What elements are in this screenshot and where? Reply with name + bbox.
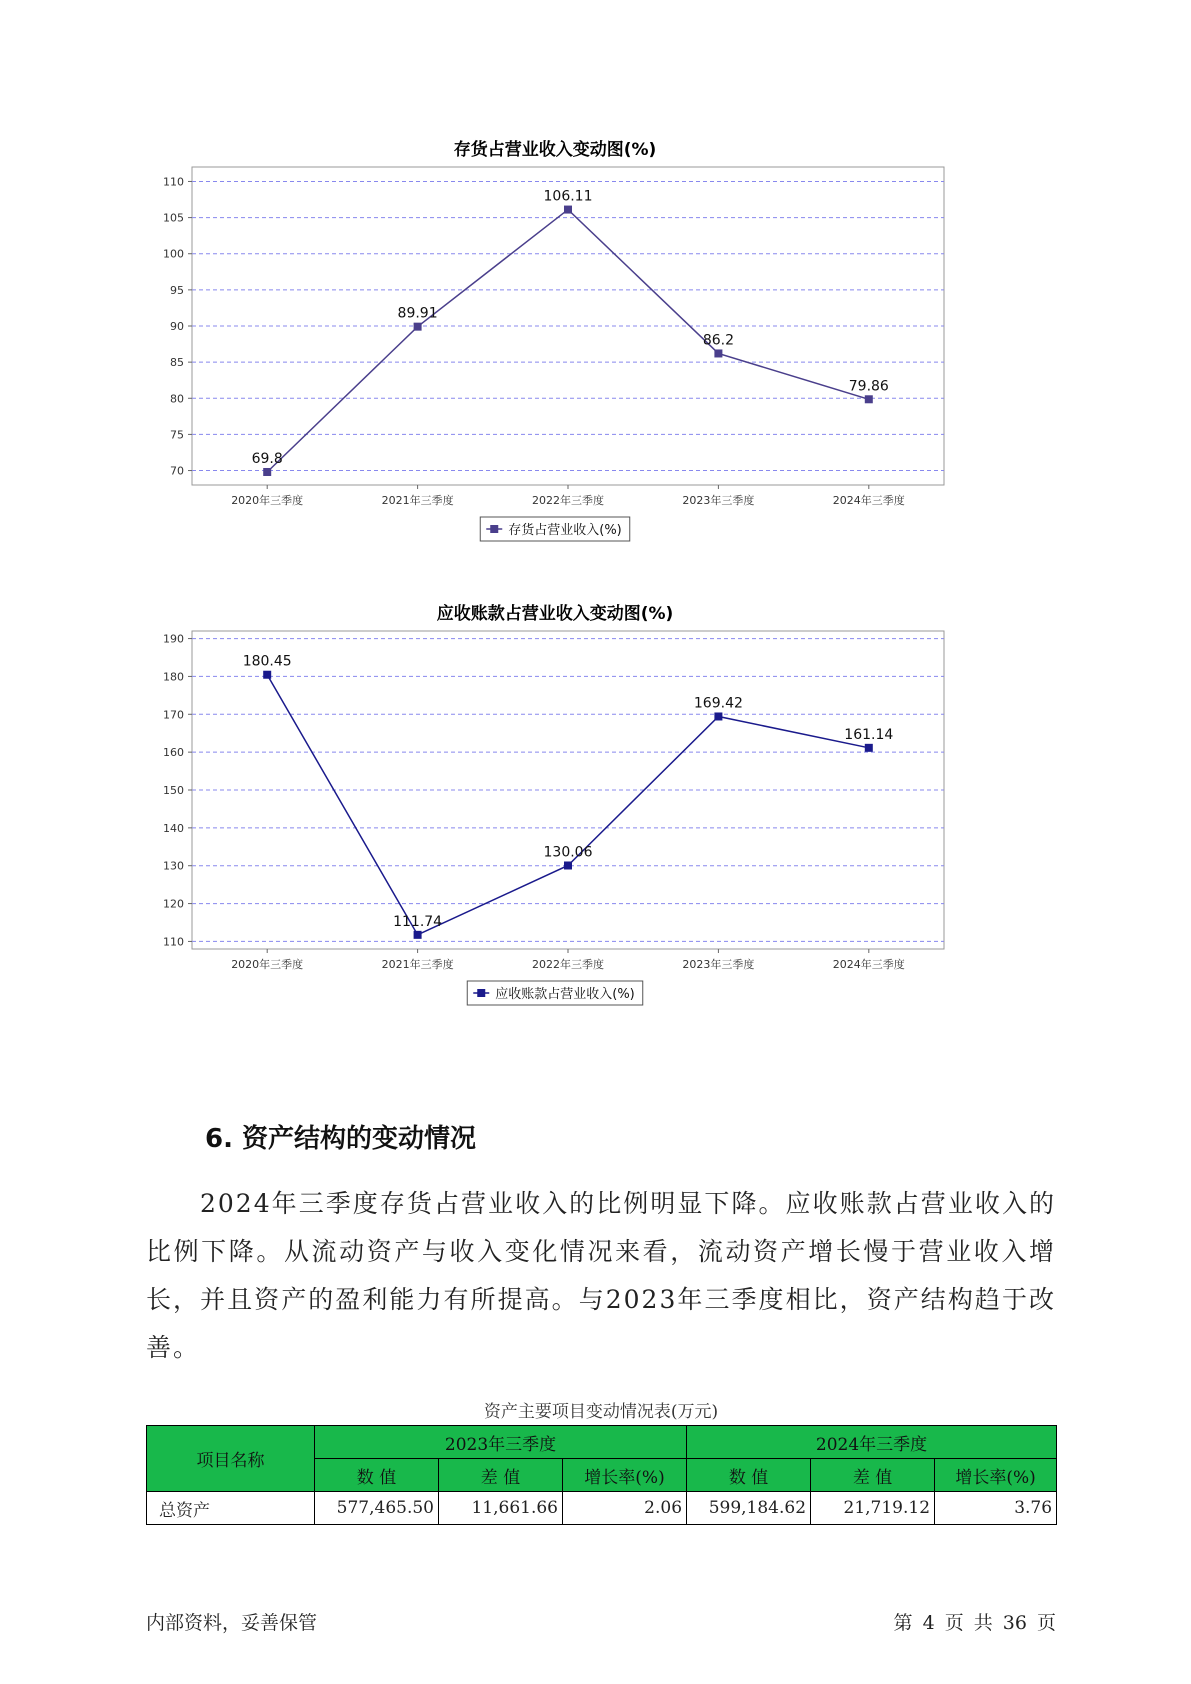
data-label: 169.42 xyxy=(693,695,743,712)
data-label: 106.11 xyxy=(543,188,593,205)
y-tick-label: 110 xyxy=(163,175,184,189)
body-paragraph: 2024年三季度存货占营业收入的比例明显下降。应收账款占营业收入的比例下降。从流动资产与收入变化情况来看，流动资产增长慢于营业收入增长，并且资产的盈利能力有所提高。与2023年三季度相比，资产结构趋于改善。 xyxy=(146,1189,1056,1362)
y-tick-label: 170 xyxy=(163,708,184,722)
data-point xyxy=(714,349,722,357)
x-tick-label: 2022年三季度 xyxy=(532,494,604,507)
y-tick-label: 150 xyxy=(163,784,184,797)
x-tick-label: 2023年三季度 xyxy=(682,494,755,507)
data-label: 69.8 xyxy=(251,450,283,467)
data-point xyxy=(564,861,572,869)
data-label: 86.2 xyxy=(702,332,734,349)
data-point xyxy=(263,671,271,679)
table-row xyxy=(147,1492,1057,1525)
cell-rate: 3.76 xyxy=(935,1492,1057,1525)
y-tick-label: 180 xyxy=(163,670,184,684)
x-tick-label: 2024年三季度 xyxy=(832,958,905,971)
y-tick-label: 120 xyxy=(163,897,184,911)
x-tick-label: 2023年三季度 xyxy=(682,958,755,971)
x-tick-label: 2022年三季度 xyxy=(532,958,604,971)
legend-marker xyxy=(477,989,485,997)
y-tick-label: 160 xyxy=(163,746,184,760)
data-label: 161.14 xyxy=(844,726,894,743)
data-point xyxy=(865,744,873,752)
data-label: 79.86 xyxy=(848,378,889,395)
cell-diff: 11,661.66 xyxy=(439,1492,563,1525)
y-tick-label: 95 xyxy=(170,283,184,297)
data-point xyxy=(714,712,722,720)
legend xyxy=(467,981,643,1005)
col-diff: 差 值 xyxy=(811,1459,935,1492)
table-header-row xyxy=(147,1426,1057,1459)
y-tick-label: 80 xyxy=(170,392,184,406)
asset-change-table xyxy=(146,1425,1057,1525)
y-tick-label: 70 xyxy=(170,464,184,478)
col-rate: 增长率(%) xyxy=(563,1459,687,1492)
data-point xyxy=(263,468,271,476)
legend-label: 应收账款占营业收入(%) xyxy=(495,987,635,1002)
data-label: 111.74 xyxy=(393,913,443,930)
y-tick-label: 110 xyxy=(163,935,184,949)
col-value: 数 值 xyxy=(315,1459,439,1492)
col-value: 数 值 xyxy=(687,1459,811,1492)
x-tick-label: 2024年三季度 xyxy=(832,494,905,507)
receivables-chart-svg xyxy=(150,594,1030,1014)
y-tick-label: 100 xyxy=(163,247,184,261)
page-number: 第 4 页 共 36 页 xyxy=(893,1612,1056,1634)
y-tick-label: 90 xyxy=(170,320,184,333)
y-tick-label: 190 xyxy=(163,632,184,646)
cell-value: 599,184.62 xyxy=(687,1492,811,1525)
data-point xyxy=(414,931,422,939)
footer-note: 内部资料，妥善保管 xyxy=(146,1612,318,1634)
y-tick-label: 105 xyxy=(163,211,184,225)
section-heading: 6. 资产结构的变动情况 xyxy=(205,1124,477,1154)
data-point xyxy=(564,206,572,214)
col-period-2024: 2024年三季度 xyxy=(687,1426,1057,1459)
row-name: 总资产 xyxy=(147,1492,315,1525)
inventory-chart xyxy=(150,130,1030,550)
legend-marker xyxy=(490,525,498,533)
chart-title: 存货占营业收入变动图(%) xyxy=(453,140,657,160)
y-tick-label: 140 xyxy=(163,821,184,835)
x-tick-label: 2021年三季度 xyxy=(381,958,454,971)
data-label: 180.45 xyxy=(242,653,292,670)
data-label: 130.06 xyxy=(543,844,593,861)
legend xyxy=(480,517,630,541)
data-point xyxy=(414,323,422,331)
data-point xyxy=(865,395,873,403)
y-tick-label: 85 xyxy=(170,356,184,370)
x-tick-label: 2020年三季度 xyxy=(231,958,304,971)
col-rate: 增长率(%) xyxy=(935,1459,1057,1492)
col-item-name: 项目名称 xyxy=(147,1426,315,1492)
col-period-2023: 2023年三季度 xyxy=(315,1426,687,1459)
cell-diff: 21,719.12 xyxy=(811,1492,935,1525)
y-tick-label: 75 xyxy=(170,428,184,442)
y-tick-label: 130 xyxy=(163,859,184,873)
table-caption: 资产主要项目变动情况表(万元) xyxy=(483,1402,719,1422)
x-tick-label: 2021年三季度 xyxy=(381,494,454,507)
receivables-chart xyxy=(150,594,1030,1014)
cell-value: 577,465.50 xyxy=(315,1492,439,1525)
chart-title: 应收账款占营业收入变动图(%) xyxy=(436,604,674,624)
data-label: 89.91 xyxy=(397,305,438,322)
cell-rate: 2.06 xyxy=(563,1492,687,1525)
col-diff: 差 值 xyxy=(439,1459,563,1492)
inventory-chart-svg xyxy=(150,130,1030,550)
x-tick-label: 2020年三季度 xyxy=(231,494,304,507)
legend-label: 存货占营业收入(%) xyxy=(508,523,622,538)
